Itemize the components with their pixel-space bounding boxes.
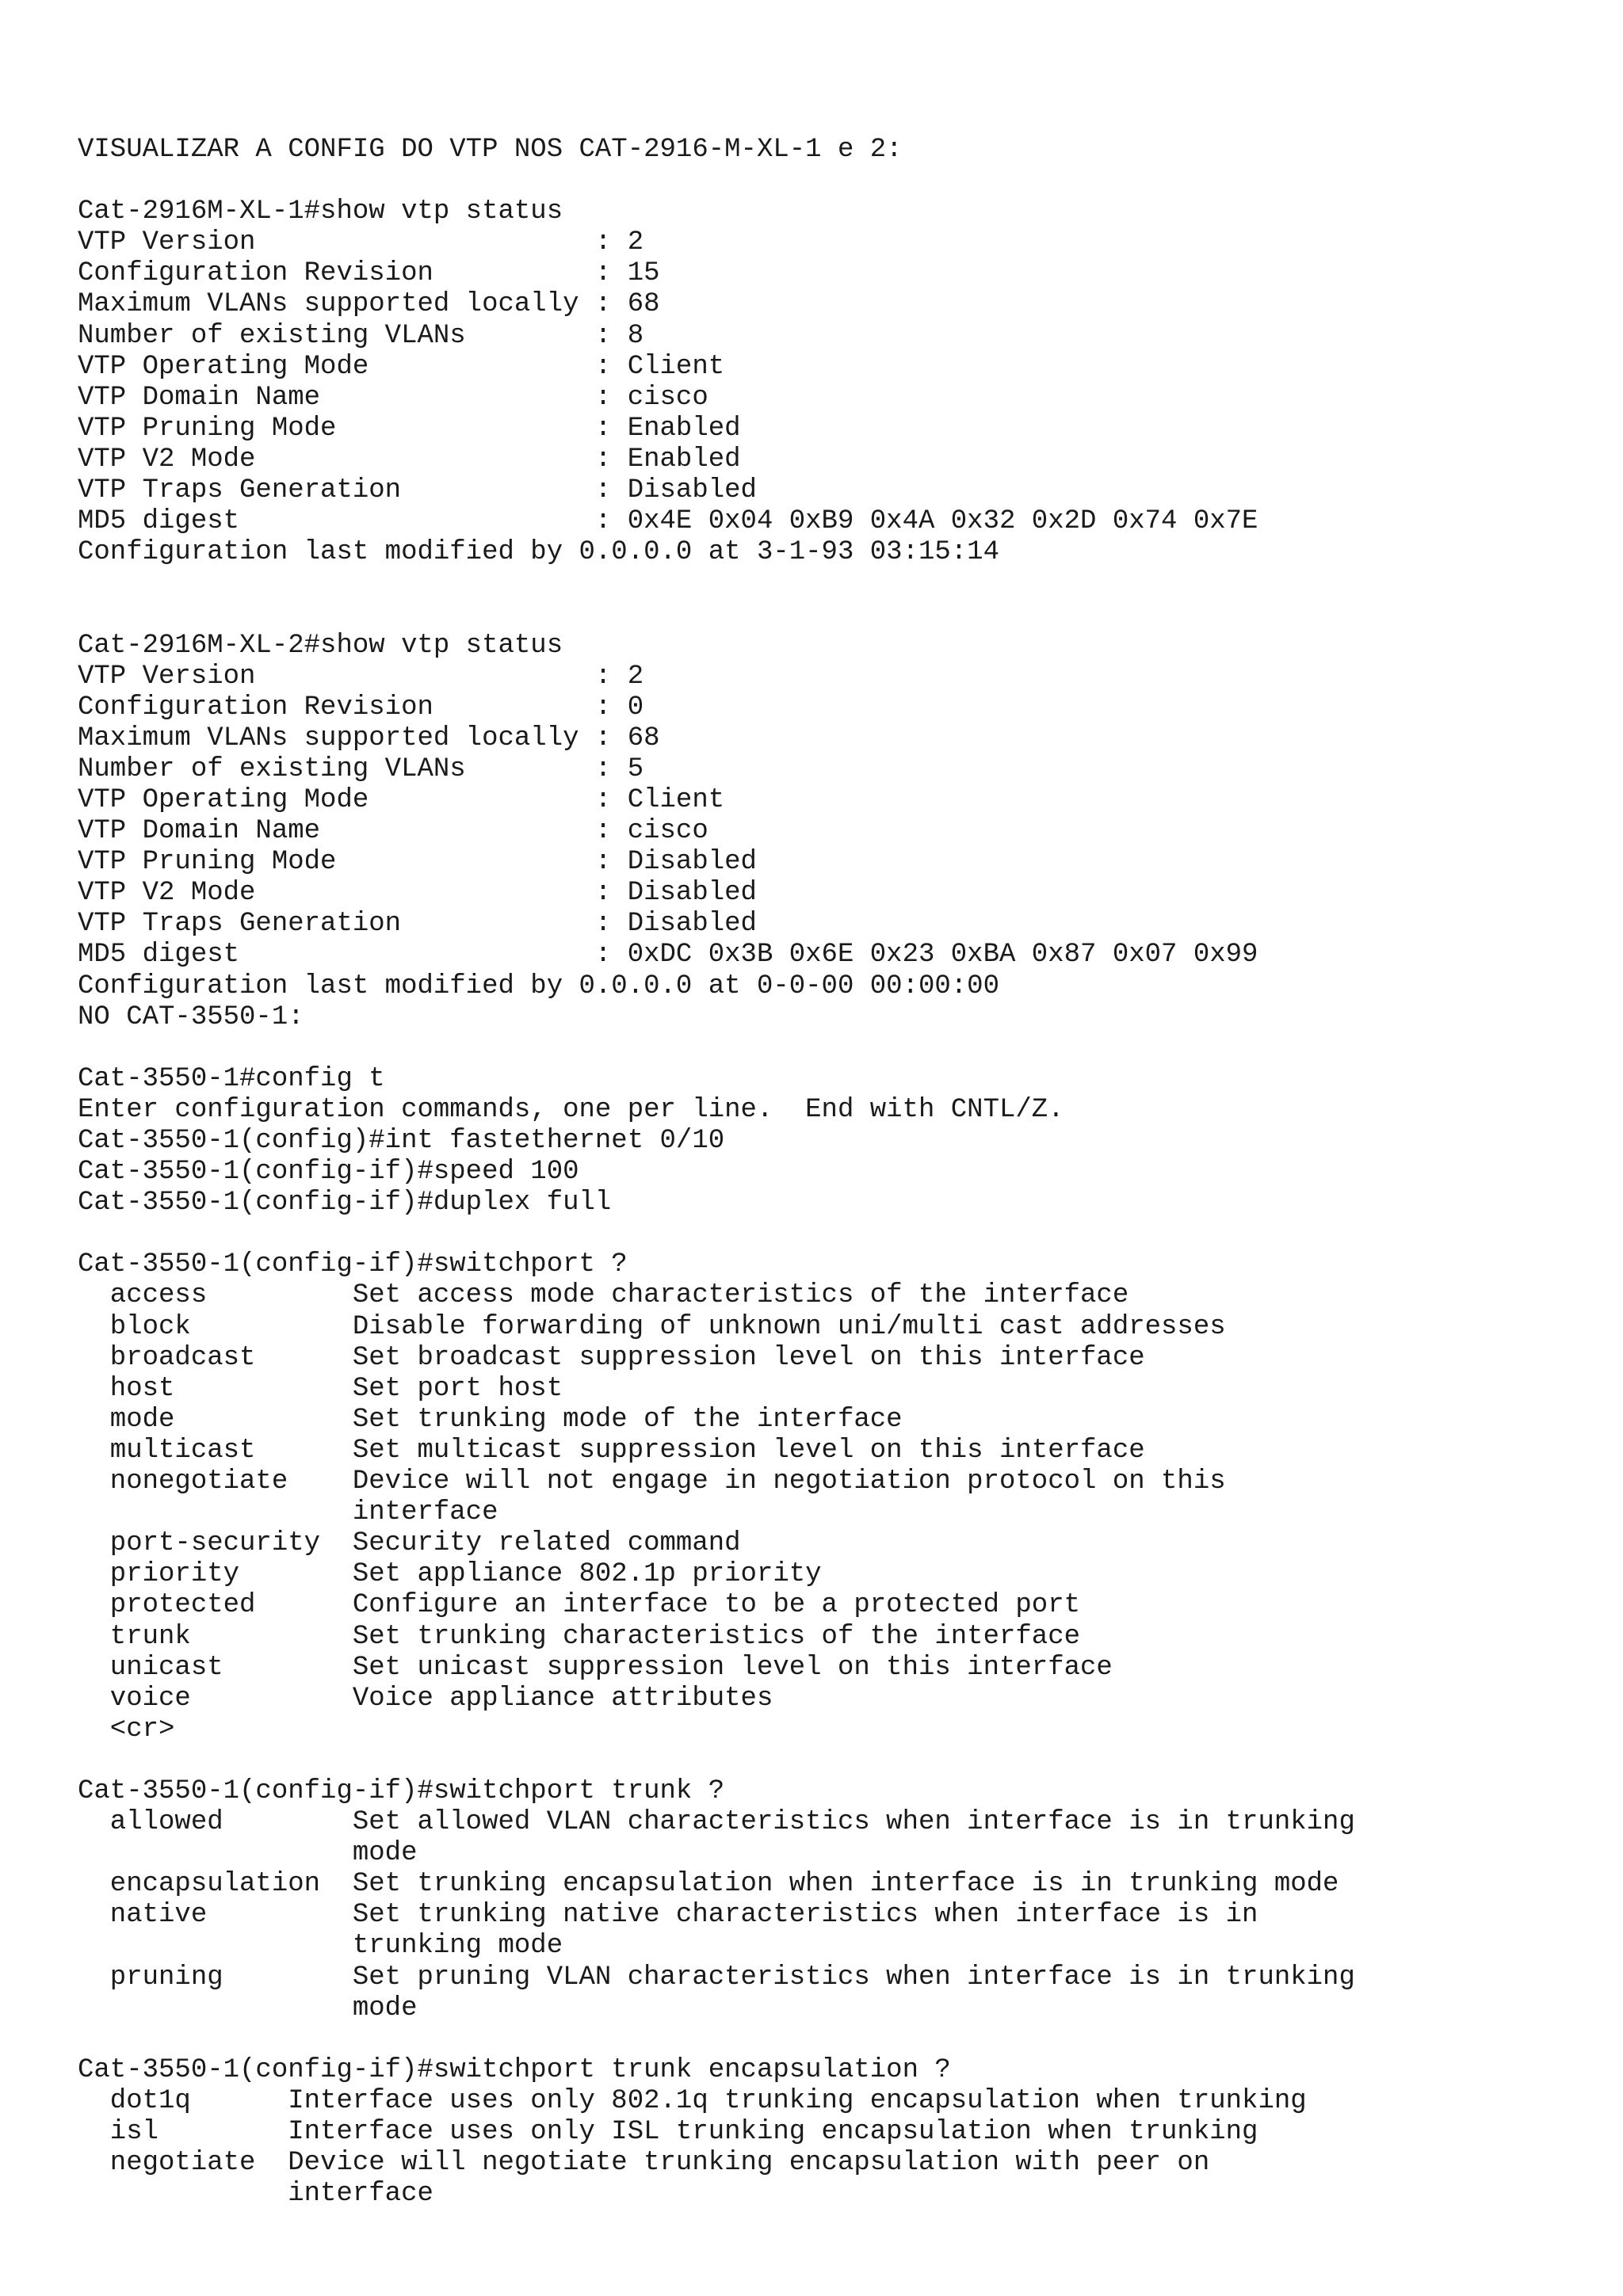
text-line: VTP V2 Mode : Enabled xyxy=(78,444,741,475)
text-line: VTP Domain Name : cisco xyxy=(78,816,708,847)
text-line: VTP Operating Mode : Client xyxy=(78,784,725,815)
text-line: mode Set trunking mode of the interface xyxy=(78,1404,903,1435)
text-line: encapsulation Set trunking encapsulation when interface is in trunking mode xyxy=(78,1869,1339,1900)
text-line: multicast Set multicast suppression level on this interface xyxy=(78,1435,1145,1466)
text-line: pruning Set pruning VLAN characteristics when interface is in trunking xyxy=(78,1962,1355,1993)
text-line: Configuration last modified by 0.0.0.0 at 3-1-93 03:15:14 xyxy=(78,537,999,568)
text-line: priority Set appliance 802.1p priority xyxy=(78,1559,822,1590)
text-line: port-security Security related command xyxy=(78,1528,741,1559)
text-line: VTP Version : 2 xyxy=(78,227,644,258)
text-line: VTP V2 Mode : Disabled xyxy=(78,878,757,909)
text-line: voice Voice appliance attributes xyxy=(78,1683,773,1714)
text-line: VTP Domain Name : cisco xyxy=(78,382,708,413)
text-line: VISUALIZAR A CONFIG DO VTP NOS CAT-2916-M-XL-1 e 2: xyxy=(78,135,903,165)
text-line: isl Interface uses only ISL trunking encapsulation when trunking xyxy=(78,2117,1258,2147)
text-line: access Set access mode characteristics of the interface xyxy=(78,1280,1129,1311)
text-line: Maximum VLANs supported locally : 68 xyxy=(78,723,660,753)
text-line: Cat-3550-1(config-if)#speed 100 xyxy=(78,1157,579,1188)
text-line: trunk Set trunking characteristics of the interface xyxy=(78,1621,1081,1652)
text-line xyxy=(78,1219,1583,1249)
text-line: broadcast Set broadcast suppression level on this interface xyxy=(78,1342,1145,1373)
text-line: protected Configure an interface to be a protected port xyxy=(78,1590,1081,1621)
text-line: interface xyxy=(78,2179,433,2210)
text-line: Cat-3550-1(config-if)#duplex full xyxy=(78,1188,612,1219)
text-line: Configuration Revision : 0 xyxy=(78,692,644,723)
text-line: Cat-3550-1#config t xyxy=(78,1063,385,1094)
text-line: Cat-3550-1(config)#int fastethernet 0/10 xyxy=(78,1126,725,1156)
text-line: native Set trunking native characteristics when interface is in xyxy=(78,1900,1258,1931)
text-line: VTP Pruning Mode : Disabled xyxy=(78,847,757,878)
text-line: Number of existing VLANs : 5 xyxy=(78,753,644,784)
text-line: MD5 digest : 0xDC 0x3B 0x6E 0x23 0xBA 0x87 0x07 0x99 xyxy=(78,940,1258,971)
text-line: dot1q Interface uses only 802.1q trunking encapsulation when trunking xyxy=(78,2085,1307,2116)
document-page xyxy=(78,135,1583,2210)
text-line: host Set port host xyxy=(78,1373,563,1404)
text-line: VTP Version : 2 xyxy=(78,661,644,692)
text-line: Enter configuration commands, one per line. End with CNTL/Z. xyxy=(78,1094,1064,1125)
text-line xyxy=(78,1033,1583,1064)
text-line: Cat-3550-1(config-if)#switchport trunk encapsulation ? xyxy=(78,2054,951,2085)
text-line: trunking mode xyxy=(78,1931,563,1962)
text-line: VTP Operating Mode : Client xyxy=(78,351,725,382)
text-line: Cat-2916M-XL-1#show vtp status xyxy=(78,196,563,227)
text-line: interface xyxy=(78,1497,498,1528)
text-line: negotiate Device will negotiate trunking encapsulation with peer on xyxy=(78,2148,1210,2179)
text-line: Maximum VLANs supported locally : 68 xyxy=(78,289,660,320)
text-line: Configuration Revision : 15 xyxy=(78,258,660,289)
text-line: VTP Traps Generation : Disabled xyxy=(78,909,757,940)
text-line: mode xyxy=(78,1993,418,2023)
text-line: unicast Set unicast suppression level on this interface xyxy=(78,1652,1113,1683)
text-line: block Disable forwarding of unknown uni/multi cast addresses xyxy=(78,1311,1226,1342)
text-line: Cat-3550-1(config-if)#switchport ? xyxy=(78,1249,628,1280)
text-line: mode xyxy=(78,1838,418,1869)
text-line xyxy=(78,2024,1583,2055)
text-line: Cat-2916M-XL-2#show vtp status xyxy=(78,630,563,661)
text-line: Cat-3550-1(config-if)#switchport trunk ? xyxy=(78,1775,725,1806)
text-line: Configuration last modified by 0.0.0.0 at 0-0-00 00:00:00 xyxy=(78,971,999,1001)
text-line xyxy=(78,166,1583,196)
text-line: MD5 digest : 0x4E 0x04 0xB9 0x4A 0x32 0x2D 0x74 0x7E xyxy=(78,506,1258,537)
text-line: VTP Pruning Mode : Enabled xyxy=(78,413,741,444)
text-line: nonegotiate Device will not engage in negotiation protocol on this xyxy=(78,1466,1226,1497)
text-line: allowed Set allowed VLAN characteristics when interface is in trunking xyxy=(78,1807,1355,1838)
text-line: Number of existing VLANs : 8 xyxy=(78,320,644,351)
text-line xyxy=(78,1745,1583,1776)
text-line: <cr> xyxy=(78,1714,175,1745)
text-line xyxy=(78,599,1583,630)
text-line xyxy=(78,568,1583,599)
text-line: VTP Traps Generation : Disabled xyxy=(78,475,757,506)
text-line: NO CAT-3550-1: xyxy=(78,1001,304,1032)
